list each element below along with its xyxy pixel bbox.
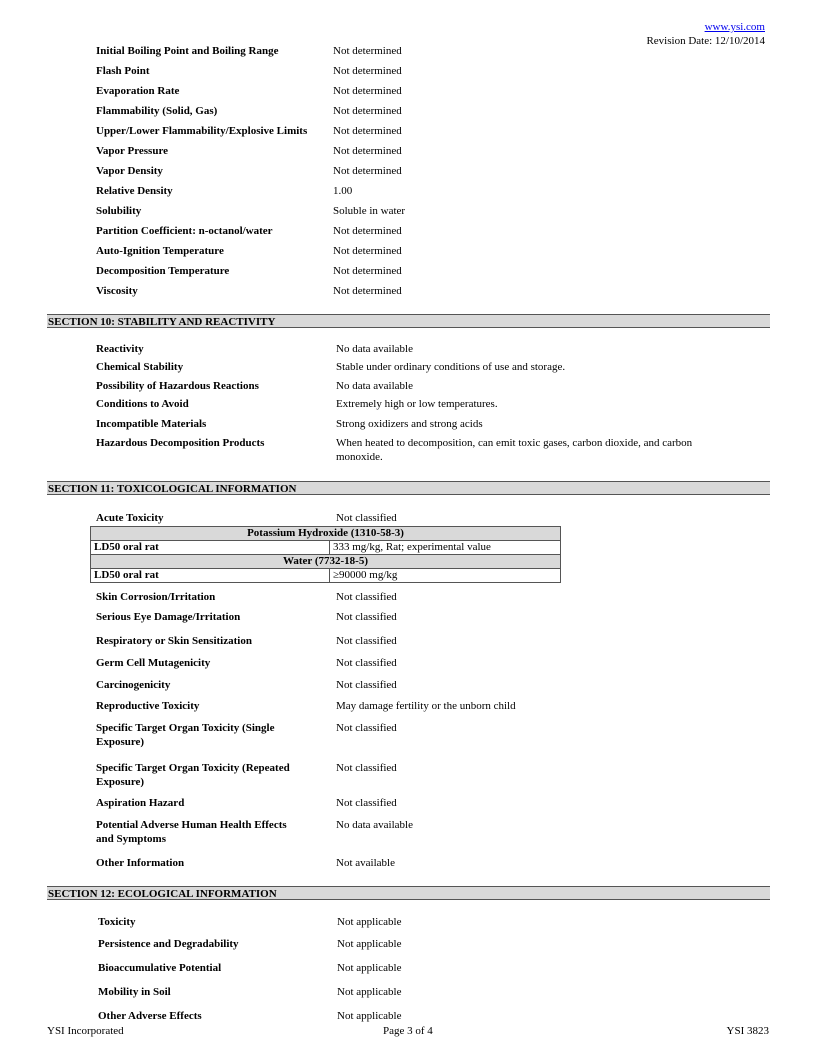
tox-value: Not classified [336, 635, 397, 647]
property-label: Evaporation Rate [96, 85, 180, 97]
tox-label: Other Information [96, 857, 185, 869]
property-value: Not determined [333, 225, 402, 237]
property-value: 1.00 [333, 185, 353, 197]
tox-value: Not available [336, 857, 395, 869]
property-label: Solubility [96, 205, 142, 217]
eco-label: Bioaccumulative Potential [98, 962, 222, 974]
substance-header: Water (7732-18-5) [91, 555, 561, 569]
stability-value: Strong oxidizers and strong acids [336, 418, 483, 430]
tox-label-continued: Exposure) [96, 736, 145, 748]
tox-value: Not classified [336, 762, 397, 774]
stability-value: No data available [336, 380, 413, 392]
property-value: Not determined [333, 265, 402, 277]
tox-label: Specific Target Organ Toxicity (Repeated [96, 762, 290, 774]
eco-label: Mobility in Soil [98, 986, 171, 998]
property-label: Auto-Ignition Temperature [96, 245, 224, 257]
property-label: Flammability (Solid, Gas) [96, 105, 218, 117]
table-row [91, 555, 561, 569]
result-cell: ≥90000 mg/kg [330, 569, 561, 583]
section-10-heading: SECTION 10: STABILITY AND REACTIVITY [47, 314, 770, 328]
table-row [91, 541, 561, 555]
property-value: Not determined [333, 285, 402, 297]
tox-label: Respiratory or Skin Sensitization [96, 635, 252, 647]
property-label: Vapor Pressure [96, 145, 169, 157]
section-12-heading: SECTION 12: ECOLOGICAL INFORMATION [47, 886, 770, 900]
stability-label: Conditions to Avoid [96, 398, 189, 410]
property-value: Not determined [333, 245, 402, 257]
tox-value: Not classified [336, 611, 397, 623]
property-label: Viscosity [96, 285, 138, 297]
tox-value: May damage fertility or the unborn child [336, 700, 516, 712]
property-label: Decomposition Temperature [96, 265, 230, 277]
tox-label: Serious Eye Damage/Irritation [96, 611, 241, 623]
tox-value: Not classified [336, 657, 397, 669]
property-label: Upper/Lower Flammability/Explosive Limits [96, 125, 308, 137]
stability-value: No data available [336, 343, 413, 355]
stability-value: When heated to decomposition, can emit toxic gases, carbon dioxide, and carbon [336, 437, 693, 449]
tox-label: Reproductive Toxicity [96, 700, 200, 712]
property-label: Initial Boiling Point and Boiling Range [96, 45, 279, 57]
tox-label-continued: Exposure) [96, 776, 145, 788]
footer-doc-id: YSI 3823 [726, 1025, 769, 1037]
stability-value-continued: monoxide. [336, 451, 383, 463]
property-value: Soluble in water [333, 205, 406, 217]
stability-value: Extremely high or low temperatures. [336, 398, 498, 410]
property-value: Not determined [333, 165, 402, 177]
test-cell: LD50 oral rat [91, 541, 330, 555]
substance-header: Potassium Hydroxide (1310-58-3) [91, 527, 561, 541]
table-row [91, 569, 561, 583]
eco-value: Not applicable [337, 938, 402, 950]
eco-label: Persistence and Degradability [98, 938, 239, 950]
property-label: Partition Coefficient: n-octanol/water [96, 225, 273, 237]
tox-label: Skin Corrosion/Irritation [96, 591, 216, 603]
stability-label: Possibility of Hazardous Reactions [96, 380, 259, 392]
eco-label: Toxicity [98, 916, 136, 928]
tox-label: Potential Adverse Human Health Effects [96, 819, 287, 831]
property-label: Vapor Density [96, 165, 163, 177]
property-label: Relative Density [96, 185, 173, 197]
website-link[interactable]: www.ysi.com [704, 21, 765, 33]
eco-value: Not applicable [337, 962, 402, 974]
tox-label: Specific Target Organ Toxicity (Single [96, 722, 275, 734]
eco-label: Other Adverse Effects [98, 1010, 202, 1022]
tox-label: Carcinogenicity [96, 679, 171, 691]
eco-value: Not applicable [337, 916, 402, 928]
property-value: Not determined [333, 145, 402, 157]
property-label: Flash Point [96, 65, 150, 77]
tox-value: Not classified [336, 722, 397, 734]
tox-label: Germ Cell Mutagenicity [96, 657, 211, 669]
stability-label: Incompatible Materials [96, 418, 207, 430]
section-11-heading: SECTION 11: TOXICOLOGICAL INFORMATION [47, 481, 770, 495]
footer-company: YSI Incorporated [47, 1025, 124, 1037]
tox-label-continued: and Symptoms [96, 833, 166, 845]
property-value: Not determined [333, 125, 402, 137]
stability-value: Stable under ordinary conditions of use and storage. [336, 361, 566, 373]
table-row [91, 527, 561, 541]
stability-label: Hazardous Decomposition Products [96, 437, 265, 449]
property-value: Not determined [333, 65, 402, 77]
result-cell: 333 mg/kg, Rat; experimental value [330, 541, 561, 555]
footer-page-number: Page 3 of 4 [383, 1025, 433, 1037]
revision-date: Revision Date: 12/10/2014 [646, 35, 765, 47]
property-value: Not determined [333, 45, 402, 57]
tox-value: Not classified [336, 591, 397, 603]
eco-value: Not applicable [337, 1010, 402, 1022]
tox-value: Not classified [336, 679, 397, 691]
tox-label: Aspiration Hazard [96, 797, 185, 809]
acute-toxicity-label: Acute Toxicity [96, 512, 164, 524]
acute-toxicity-table [90, 526, 561, 583]
tox-value: Not classified [336, 797, 397, 809]
stability-label: Chemical Stability [96, 361, 184, 373]
stability-label: Reactivity [96, 343, 144, 355]
acute-toxicity-value: Not classified [336, 512, 397, 524]
tox-value: No data available [336, 819, 413, 831]
eco-value: Not applicable [337, 986, 402, 998]
property-value: Not determined [333, 105, 402, 117]
property-value: Not determined [333, 85, 402, 97]
test-cell: LD50 oral rat [91, 569, 330, 583]
